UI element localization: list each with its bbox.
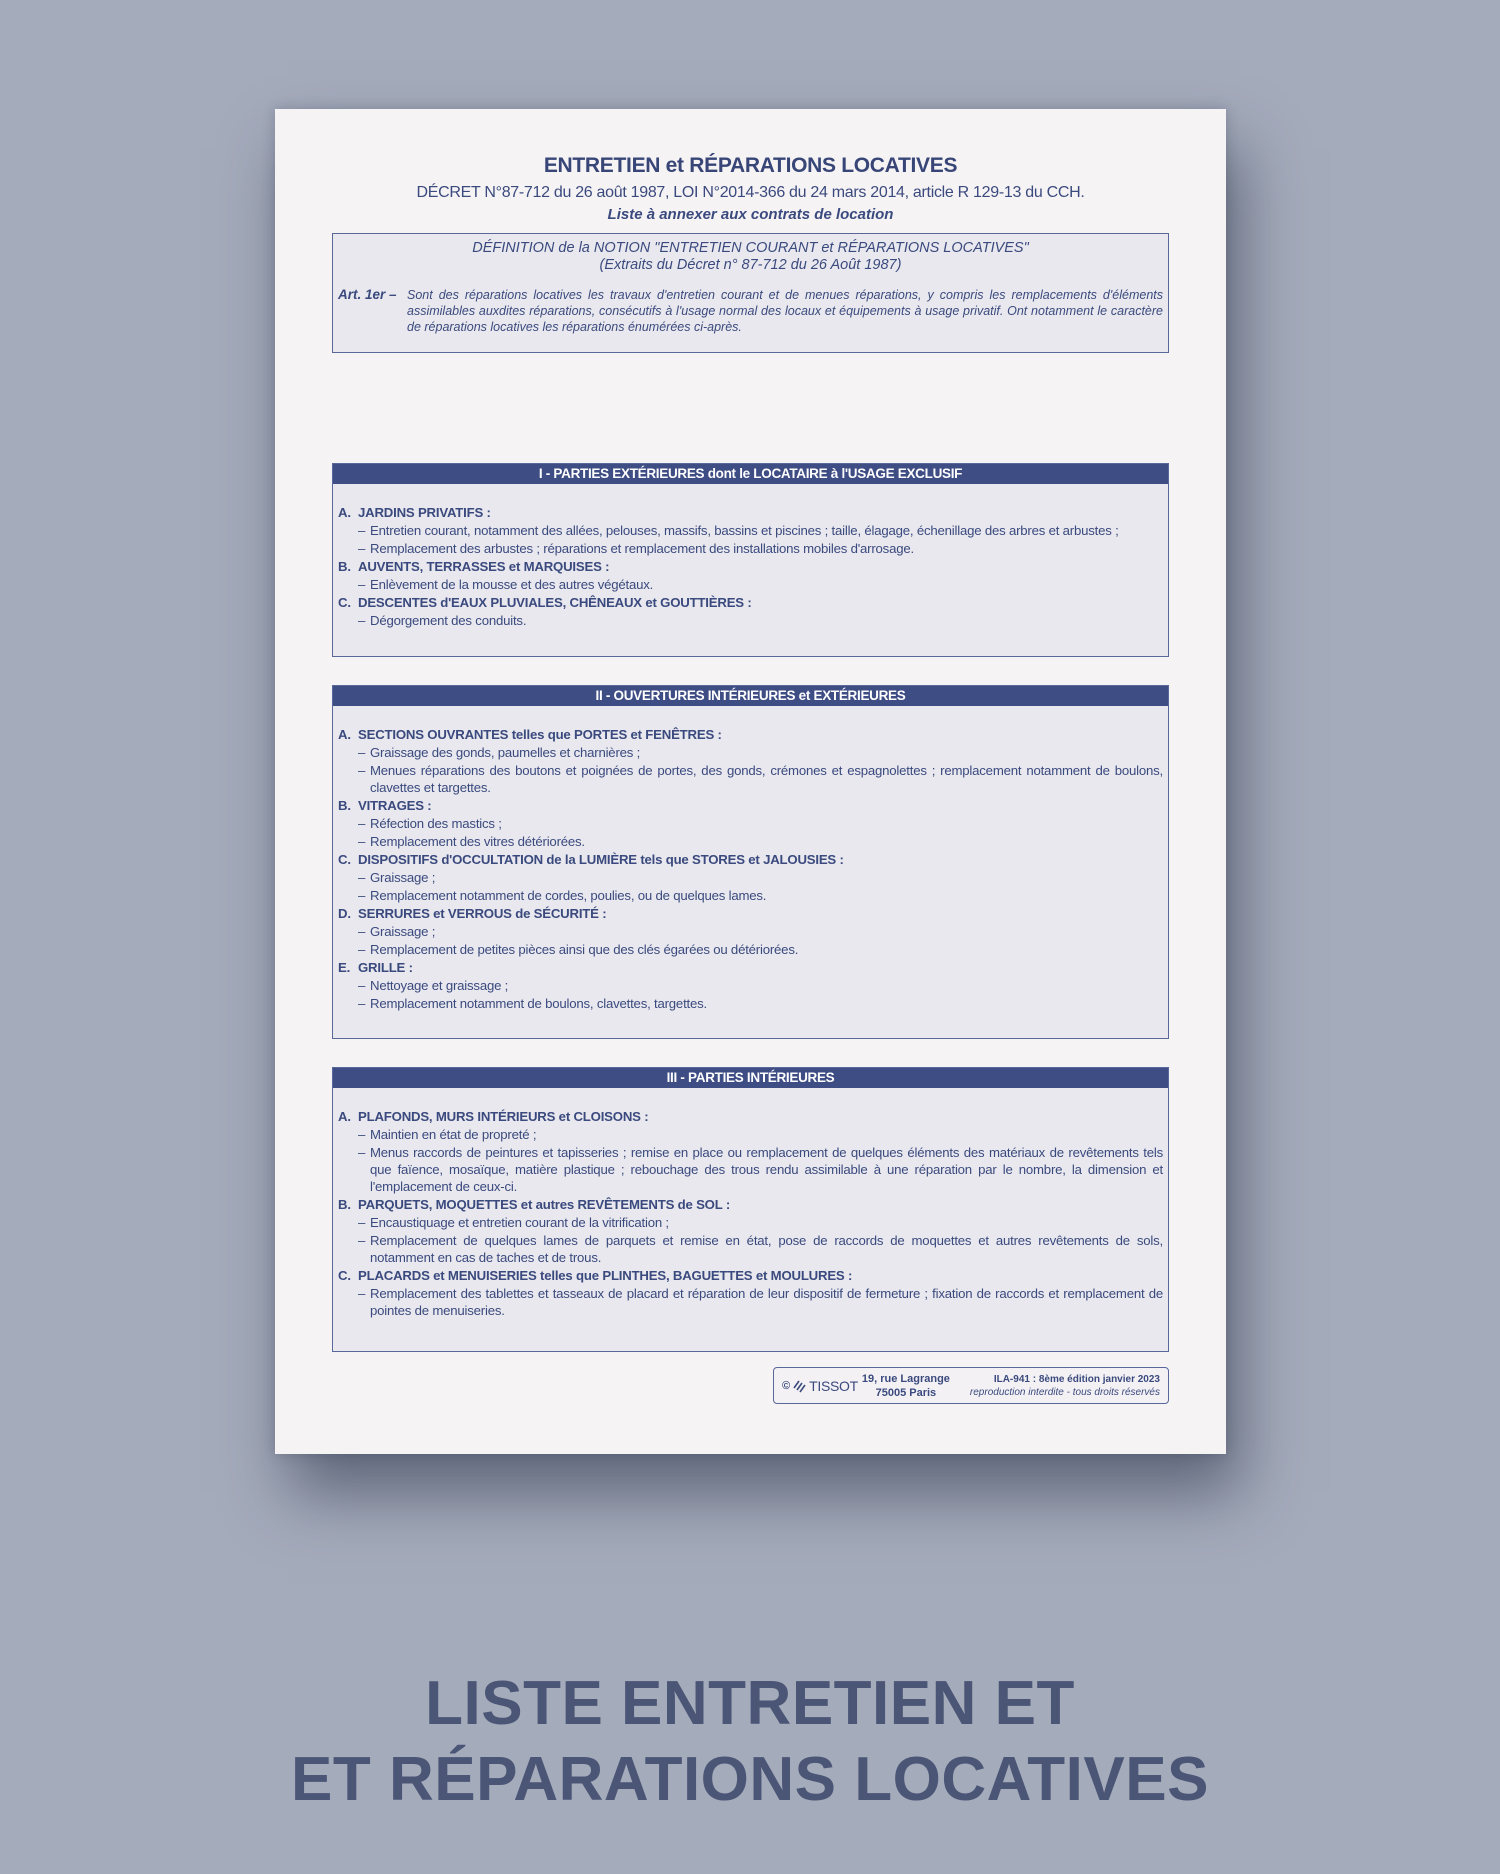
list-item-text: Remplacement des arbustes ; réparations et remplacement des installations mobiles d'arrosage.	[370, 541, 914, 556]
rights-text: reproduction interdite - tous droits réservés	[969, 1386, 1160, 1398]
section-1	[332, 463, 1169, 657]
caption-line-2: ET RÉPARATIONS LOCATIVES	[291, 1745, 1209, 1814]
sections-container	[332, 463, 1169, 1352]
category-heading	[338, 959, 1163, 977]
category-heading	[338, 594, 1163, 612]
address-line-1: 19, rue Lagrange	[861, 1372, 950, 1385]
publisher-footer	[773, 1367, 1169, 1404]
list-item	[338, 995, 1163, 1012]
edition-info	[970, 1373, 1160, 1399]
category-title: PARQUETS, MOQUETTES et autres REVÊTEMENTS de SOL :	[358, 1197, 731, 1212]
publisher-address	[862, 1372, 950, 1400]
section-3	[332, 1067, 1169, 1352]
bullet-dash: –	[358, 1145, 366, 1160]
list-item	[338, 977, 1163, 994]
category-letter: A.	[338, 505, 351, 520]
list-item-text: Graissage des gonds, paumelles et charnières ;	[370, 745, 641, 760]
category-title: SECTIONS OUVRANTES telles que PORTES et FENÊTRES :	[358, 727, 722, 742]
category-heading	[338, 1267, 1163, 1285]
section-body	[333, 484, 1168, 629]
list-item	[338, 576, 1163, 593]
category-heading	[338, 1108, 1163, 1126]
category-letter: C.	[338, 852, 351, 867]
category-heading	[338, 726, 1163, 744]
list-item	[338, 1144, 1163, 1195]
section-body	[333, 706, 1168, 1012]
list-item	[338, 522, 1163, 539]
list-item	[338, 762, 1163, 796]
list-item	[338, 1214, 1163, 1231]
category-heading	[338, 797, 1163, 815]
list-item-text: Remplacement notamment de cordes, poulies, ou de quelques lames.	[370, 888, 767, 903]
bullet-dash: –	[358, 816, 366, 831]
bullet-dash: –	[358, 577, 366, 592]
category-letter: C.	[338, 1268, 351, 1283]
list-item	[338, 869, 1163, 886]
list-item-text: Remplacement notamment de boulons, clavettes, targettes.	[370, 996, 707, 1011]
edition-text: ILA-941 : 8ème édition janvier 2023	[993, 1373, 1160, 1385]
category-letter: E.	[338, 960, 351, 975]
list-item-text: Encaustiquage et entretien courant de la vitrification ;	[370, 1215, 669, 1230]
caption-line-1: LISTE ENTRETIEN ET	[425, 1669, 1075, 1738]
document-note: Liste à annexer aux contrats de location	[607, 206, 894, 223]
category-title: SERRURES et VERROUS de SÉCURITÉ :	[358, 906, 607, 921]
category-title: DISPOSITIFS d'OCCULTATION de la LUMIÈRE tels que STORES et JALOUSIES :	[358, 852, 844, 867]
list-item	[338, 833, 1163, 850]
definition-box	[332, 233, 1169, 353]
list-item-text: Remplacement de quelques lames de parquets et remise en état, pose de raccords de moquettes et autres revêtements de sols, notamment en cas de taches et de trous.	[370, 1233, 1163, 1265]
article-1	[338, 287, 1163, 335]
category-title: JARDINS PRIVATIFS :	[358, 505, 491, 520]
list-item-text: Nettoyage et graissage ;	[370, 978, 509, 993]
category-title: PLACARDS et MENUISERIES telles que PLINTHES, BAGUETTES et MOULURES :	[358, 1268, 853, 1283]
category-heading	[338, 504, 1163, 522]
list-item-text: Remplacement de petites pièces ainsi que des clés égarées ou détériorées.	[370, 942, 799, 957]
list-item	[338, 1232, 1163, 1266]
category-letter: A.	[338, 1109, 351, 1124]
category-title: AUVENTS, TERRASSES et MARQUISES :	[358, 559, 610, 574]
category-title: VITRAGES :	[358, 798, 432, 813]
definition-title: DÉFINITION de la NOTION "ENTRETIEN COURANT et RÉPARATIONS LOCATIVES"	[472, 240, 1029, 256]
article-label: Art. 1er –	[338, 287, 397, 302]
bullet-dash: –	[358, 523, 366, 538]
list-item-text: Enlèvement de la mousse et des autres végétaux.	[370, 577, 654, 592]
section-heading: III - PARTIES INTÉRIEURES	[333, 1068, 1168, 1088]
document-sheet	[275, 109, 1226, 1454]
category-letter: B.	[338, 1197, 351, 1212]
bullet-dash: –	[358, 942, 366, 957]
bullet-dash: –	[358, 1286, 366, 1301]
bullet-dash: –	[358, 541, 366, 556]
section-heading: I - PARTIES EXTÉRIEURES dont le LOCATAIRE à l'USAGE EXCLUSIF	[333, 464, 1168, 484]
list-item-text: Remplacement des tablettes et tasseaux de placard et réparation de leur dispositif de fermeture ; fixation de raccords et remplacement de pointes de menuiseries.	[370, 1286, 1163, 1318]
category-letter: D.	[338, 906, 351, 921]
bullet-dash: –	[358, 996, 366, 1011]
list-item-text: Entretien courant, notamment des allées, pelouses, massifs, bassins et piscines ; taille, élagage, échenillage des arbres et arbustes ;	[370, 523, 1119, 538]
category-letter: B.	[338, 559, 351, 574]
list-item-text: Réfection des mastics ;	[370, 816, 502, 831]
list-item-text: Dégorgement des conduits.	[370, 613, 527, 628]
definition-subtitle: (Extraits du Décret n° 87-712 du 26 Août 1987)	[599, 257, 902, 273]
bullet-dash: –	[358, 613, 366, 628]
category-letter: B.	[338, 798, 351, 813]
category-title: PLAFONDS, MURS INTÉRIEURS et CLOISONS :	[358, 1109, 649, 1124]
list-item-text: Graissage ;	[370, 870, 436, 885]
section-2	[332, 685, 1169, 1039]
copyright-symbol: ©	[782, 1379, 791, 1392]
document-title: ENTRETIEN et RÉPARATIONS LOCATIVES	[543, 154, 958, 177]
bullet-dash: –	[358, 978, 366, 993]
tissot-logo-icon	[793, 1379, 807, 1393]
category-letter: A.	[338, 727, 351, 742]
list-item-text: Graissage ;	[370, 924, 436, 939]
bullet-dash: –	[358, 834, 366, 849]
article-text: Sont des réparations locatives les travaux d'entretien courant et de menues réparations, y compris les remplacements d'éléments assimilables auxdites réparations, consécutifs à l'usage normal des locaux et équipements à usage privatif. Ont notamment le caractère de réparations locatives les réparations énumérées ci-après.	[407, 288, 1163, 334]
category-title: GRILLE :	[358, 960, 413, 975]
brand-name: TISSOT	[809, 1377, 858, 1394]
bullet-dash: –	[358, 924, 366, 939]
category-heading	[338, 558, 1163, 576]
bullet-dash: –	[358, 1233, 366, 1248]
category-heading	[338, 1196, 1163, 1214]
address-line-2: 75005 Paris	[875, 1386, 937, 1399]
category-heading	[338, 905, 1163, 923]
list-item	[338, 923, 1163, 940]
bullet-dash: –	[358, 870, 366, 885]
list-item-text: Maintien en état de propreté ;	[370, 1127, 537, 1142]
section-heading: II - OUVERTURES INTÉRIEURES et EXTÉRIEURES	[333, 686, 1168, 706]
list-item	[338, 941, 1163, 958]
bullet-dash: –	[358, 1127, 366, 1142]
bullet-dash: –	[358, 763, 366, 778]
category-title: DESCENTES d'EAUX PLUVIALES, CHÊNEAUX et GOUTTIÈRES :	[358, 595, 752, 610]
list-item-text: Menues réparations des boutons et poignées de portes, des gonds, crémones et espagnolettes ; remplacement notamment de boulons, clavettes et targettes.	[370, 763, 1163, 795]
document-subtitle: DÉCRET N°87-712 du 26 août 1987, LOI N°2014-366 du 24 mars 2014, article R 129-13 du CCH.	[416, 184, 1085, 201]
list-item	[338, 540, 1163, 557]
category-heading	[338, 851, 1163, 869]
list-item	[338, 887, 1163, 904]
list-item	[338, 815, 1163, 832]
list-item-text: Menus raccords de peintures et tapisseries ; remise en place ou remplacement de quelques éléments des matériaux de revêtements tels que faïence, mosaïque, matière plastique ; rebouchage des trous rendu assimilable à une réparation par le nombre, la dimension et l'emplacement de ceux-ci.	[370, 1145, 1163, 1194]
bullet-dash: –	[358, 1215, 366, 1230]
list-item	[338, 612, 1163, 629]
bullet-dash: –	[358, 888, 366, 903]
list-item	[338, 1126, 1163, 1143]
list-item	[338, 744, 1163, 761]
list-item-text: Remplacement des vitres détériorées.	[370, 834, 585, 849]
bullet-dash: –	[358, 745, 366, 760]
category-letter: C.	[338, 595, 351, 610]
section-body	[333, 1088, 1168, 1319]
list-item	[338, 1285, 1163, 1319]
